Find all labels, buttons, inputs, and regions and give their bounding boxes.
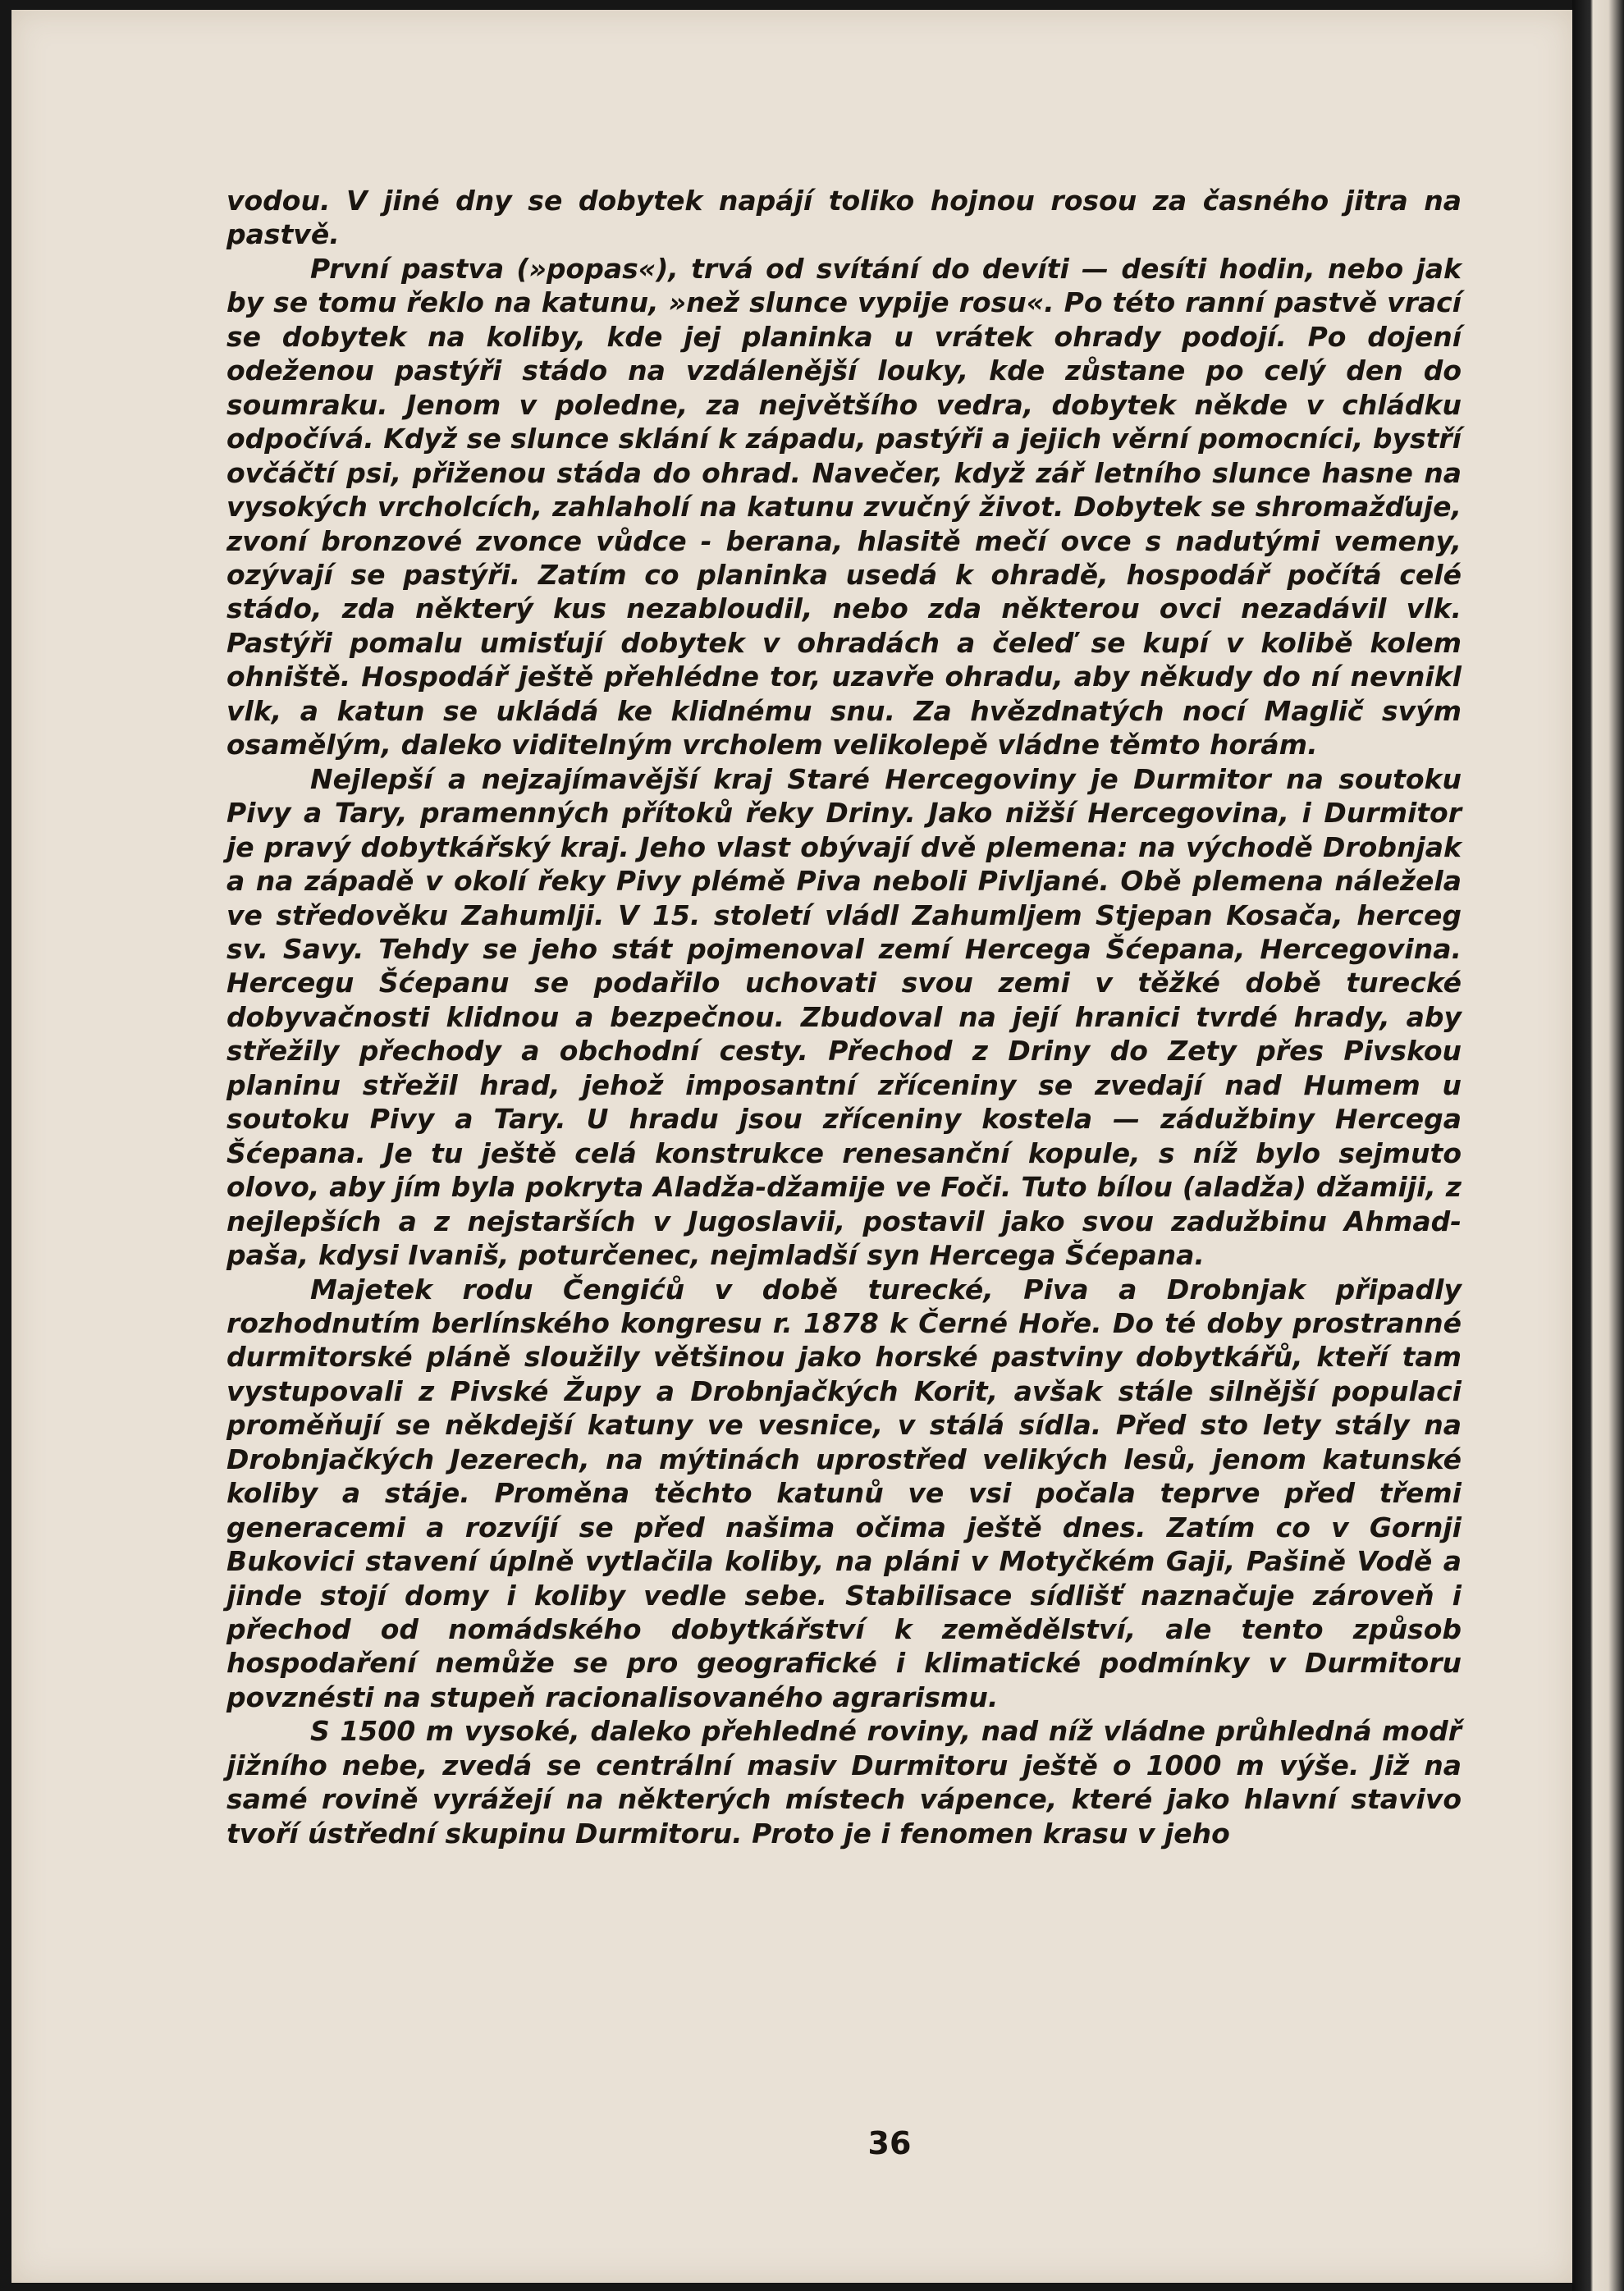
paragraph-1: vodou. V jiné dny se dobytek napájí toliko hojnou rosou za časného jitra na pastvě. bbox=[226, 185, 1462, 251]
book-page bbox=[11, 10, 1572, 2283]
paragraph-3: Nejlepší a nejzajímavější kraj Staré Hercegoviny je Durmitor na soutoku Pivy a Tary, pramenných přítoků řeky Driny. Jako nižší Hercegovina, i Durmitor je pravý dobytkářský kraj. Jeho vlast obývají dvě plemena: na východě Drobnjak a na západě v okolí řeky Pivy plémě Piva neboli Pivljané. Obě plemena náležela ve středověku Zahumlji. V 15. století vládl Zahumljem Stjepan Kosača, herceg sv. Savy. Tehdy se jeho stát pojmenoval zemí Hercega Šćepana, Hercegovina. Hercegu Šćepanu se podařilo uchovati svou zemi v těžké době turecké dobyvačnosti klidnou a bezpečnou. Zbudoval na její hranici tvrdé hrady, aby střežily přechody a obchodní cesty. Přechod z Driny do Zety přes Pivskou planinu střežil hrad, jehož imposantní zříceniny se zvedají nad Humem u soutoku Pivy a Tary. U hradu jsou zříceniny kostela — zádužbiny Hercega Šćepana. Je tu ještě celá konstrukce renesanční kopule, s níž bylo sejmuto olovo, aby jím byla pokryta Aladža-džamije ve Foči. Tuto bílou (aladža) džamiji, z nejlepších a z nejstarších v Jugoslavii, postavil jako svou zadužbinu Ahmad-paša, kdysi Ivaniš, poturčenec, nejmladší syn Hercega Šćepana. bbox=[226, 762, 1462, 1272]
body-text bbox=[226, 184, 1462, 1850]
paragraph-4: Majetek rodu Čengićů v době turecké, Piva a Drobnjak připadly rozhodnutím berlínského kongresu r. 1878 k Černé Hoře. Do té doby prostranné durmitorské pláně sloužily většinou jako horské pastviny dobytkářů, kteří tam vystupovali z Pivské Župy a Drobnjačkých Korit, avšak stále silnější populaci proměňují se někdejší katuny ve vesnice, v stálá sídla. Před sto lety stály na Drobnjačkých Jezerech, na mýtinách uprostřed velikých lesů, jenom katunské koliby a stáje. Proměna těchto katunů ve vsi počala teprve před třemi generacemi a rozvíjí se před našima očima ještě dnes. Zatím co v Gornji Bukovici stavení úplně vytlačila koliby, na pláni v Motyčkém Gaji, Pašině Vodě a jinde stojí domy i koliby vedle sebe. Stabilisace sídlišť naznačuje zároveň i přechod od nomádského dobytkářství k zemědělství, ale tento způsob hospodaření nemůže se pro geografické i klimatické podmínky v Durmitoru povznésti na stupeň racionalisovaného agrarismu. bbox=[226, 1273, 1462, 1713]
page-number: 36 bbox=[867, 2125, 912, 2161]
paragraph-5: S 1500 m vysoké, daleko přehledné roviny, nad níž vládne průhledná modř jižního nebe, zvedá se centrální masiv Durmitoru ještě o 1000 m výše. Již na samé rovině vyrážejí na některých místech vápence, které jako hlavní stavivo tvoří ústřední skupinu Durmitoru. Proto je i fenomen krasu v jeho bbox=[226, 1715, 1462, 1850]
paragraph-2: První pastva (»popas«), trvá od svítání do devíti — desíti hodin, nebo jak by se tomu řeklo na katunu, »než slunce vypije rosu«. Po této ranní pastvě vrací se dobytek na koliby, kde jej planinka u vrátek ohrady podojí. Po dojení odeženou pastýři stádo na vzdálenější louky, kde zůstane po celý den do soumraku. Jenom v poledne, za největšího vedra, dobytek někde v chládku odpočívá. Když se slunce sklání k západu, pastýři a jejich věrní pomocníci, bystří ovčáčtí psi, přiženou stáda do ohrad. Navečer, když zář letního slunce hasne na vysokých vrcholcích, zahlaholí na katunu zvučný život. Dobytek se shromažďuje, zvoní bronzové zvonce vůdce - berana, hlasitě mečí ovce s nadutými vemeny, ozývají se pastýři. Zatím co planinka usedá k ohradě, hospodář počítá celé stádo, zda některý kus nezabloudil, nebo zda některou ovci nezadávil vlk. Pastýři pomalu umisťují dobytek v ohradách a čeleď se kupí v kolibě kolem ohniště. Hospodář ještě přehlédne tor, uzavře ohradu, aby někudy do ní nevnikl vlk, a katun se ukládá ke klidnému snu. Za hvězdnatých nocí Maglič svým osamělým, daleko viditelným vrcholem velikolepě vládne těmto horám. bbox=[226, 252, 1462, 761]
book-spine-edge bbox=[1572, 0, 1624, 2291]
